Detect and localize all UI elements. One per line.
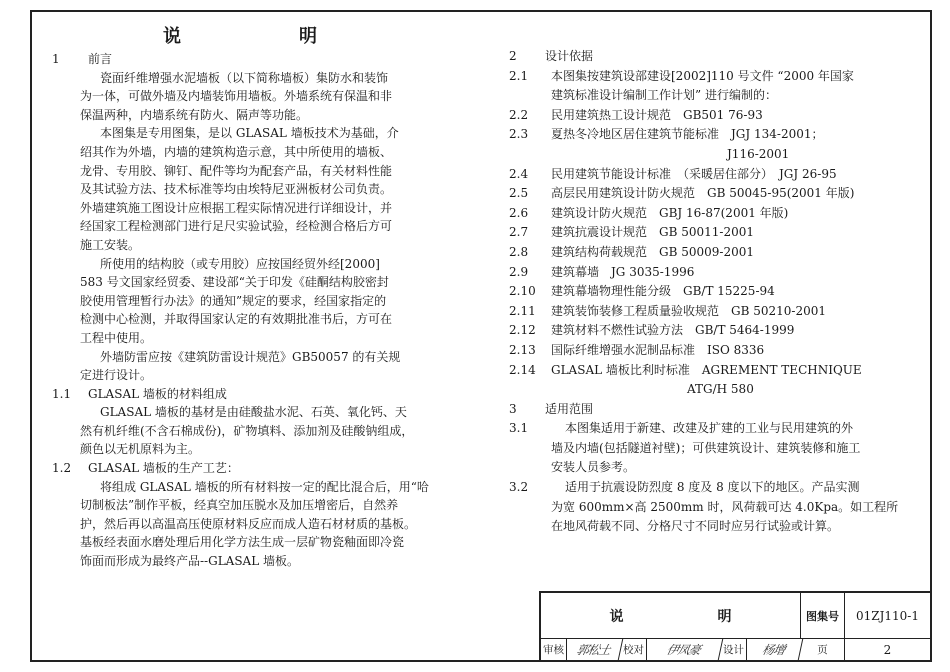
section-number: 1.2 bbox=[52, 461, 72, 476]
item-text: 建筑材料不燃性试验方法 GB/T 5464-1999 bbox=[551, 323, 795, 338]
item-text: 建筑幕墙物理性能分级 GB/T 15225-94 bbox=[551, 284, 775, 299]
section-title: 适用范围 bbox=[545, 401, 594, 416]
standard-item bbox=[509, 361, 924, 381]
text-line: 饰面而形成为最终产品--GLASAL 墙板。 bbox=[80, 554, 300, 569]
item-text: ATG/H 580 bbox=[687, 382, 754, 397]
item-text: 夏热冬冷地区居住建筑节能标准 JGJ 134-2001； bbox=[551, 127, 824, 142]
item-text: 建筑标准设计编制工作计划” 进行编制的： bbox=[551, 88, 777, 103]
paragraph-process bbox=[52, 478, 492, 571]
text-line: 瓷面纤维增强水泥墙板（以下简称墙板）集防水和装饰 bbox=[100, 70, 389, 85]
item-text: 安装人员参考。 bbox=[551, 460, 636, 475]
text-line: 绍其作为外墙，内墙的建筑构造示意，其中所使用的墙板、 bbox=[80, 144, 393, 159]
scope-item-3-1 bbox=[509, 419, 924, 439]
section-number: 3 bbox=[509, 401, 517, 416]
atlas-number-value: 01ZJ110-1 bbox=[855, 608, 919, 623]
atlas-number-label: 图集号 bbox=[801, 593, 845, 638]
section-2-heading bbox=[509, 47, 924, 67]
item-text: 墙及内墙(包括隧道衬壁)；可供建筑设计、建筑装修和施工 bbox=[551, 440, 861, 455]
item-text: 民用建筑热工设计规范 GB501 76-93 bbox=[551, 107, 763, 122]
review-signature: 郭松土 bbox=[565, 639, 623, 660]
item-number: 2.4 bbox=[509, 166, 529, 181]
standard-item bbox=[509, 67, 924, 87]
item-number: 2.1 bbox=[509, 68, 529, 83]
section-number: 2 bbox=[509, 49, 517, 63]
page-number: 2 bbox=[883, 642, 892, 657]
item-text: 本图集按建筑设部建设[2002]110 号文件 “2000 年国家 bbox=[551, 68, 854, 83]
text-line: 切制板法”制作平板，经真空加压脱水及加压增密后，自然养 bbox=[80, 498, 399, 513]
text-line: 定进行设计。 bbox=[80, 368, 153, 383]
item-number: 2.6 bbox=[509, 205, 529, 220]
item-number: 2.5 bbox=[509, 186, 529, 201]
item-text: 适用于抗震设防烈度 8 度及 8 度以下的地区。产品实测 bbox=[565, 480, 860, 495]
item-number: 3.1 bbox=[509, 421, 529, 436]
section-1-heading bbox=[52, 50, 492, 69]
standard-item bbox=[509, 263, 924, 283]
item-text: 建筑设计防火规范 GBJ 16-87(2001 年版) bbox=[551, 205, 789, 220]
item-text: 建筑结构荷载规范 GB 50009-2001 bbox=[551, 244, 754, 259]
text-line: 然有机纤维(不含石棉成份)，矿物填料、添加剂及硅酸钠组成， bbox=[80, 423, 414, 438]
standard-item bbox=[509, 125, 924, 145]
text-line: 护，然后再以高温高压使原材料反应而成人造石材材质的基板。 bbox=[80, 516, 417, 531]
paragraph-adhesive bbox=[52, 255, 492, 348]
text-line: 及其试验方法、技术标准等均由埃特尼亚洲板材公司负责。 bbox=[80, 182, 393, 197]
standard-item bbox=[509, 223, 924, 243]
text-line: 583 号文国家经贸委、建设部“关于印发《硅酮结构胶密封 bbox=[80, 275, 389, 290]
design-label: 设计 bbox=[721, 639, 747, 660]
standard-item bbox=[509, 321, 924, 341]
paragraph-materials bbox=[52, 403, 492, 459]
section-1-1-heading bbox=[52, 385, 492, 404]
text-line: 龙骨、专用胶、铆钉、配件等均为配套产品，有关材料性能 bbox=[80, 163, 393, 178]
check-signature: 伊凤豪 bbox=[645, 639, 723, 660]
text-line: GLASAL 墙板的基材是由硅酸盐水泥、石英、氧化钙、天 bbox=[100, 405, 407, 420]
text-line: 本图集是专用图集，是以 GLASAL 墙板技术为基础，介 bbox=[100, 126, 399, 141]
text-line: 所使用的结构胶（或专用胶）应按国经贸外经[2000] bbox=[100, 256, 380, 271]
text-line: 将组成 GLASAL 墙板的所有材料按一定的配比混合后，用“哈 bbox=[100, 479, 429, 494]
item-number: 2.9 bbox=[509, 264, 529, 279]
standard-item bbox=[509, 341, 924, 361]
standard-item bbox=[509, 184, 924, 204]
item-number: 2.11 bbox=[509, 303, 536, 318]
title-block-top-row bbox=[541, 593, 930, 639]
text-line: 为一体，可做外墙及内墙装饰用墙板。外墙系统有保温和非 bbox=[80, 89, 393, 104]
section-title: 前言 bbox=[88, 52, 113, 66]
item-number: 2.7 bbox=[509, 225, 529, 240]
item-text: 本图集适用于新建、改建及扩建的工业与民用建筑的外 bbox=[565, 421, 854, 436]
item-text: GLASAL 墙板比利时标准 AGREMENT TECHNIQUE bbox=[551, 362, 862, 377]
item-text: J116-2001 bbox=[727, 146, 790, 161]
title-block-bottom-row bbox=[541, 639, 930, 660]
page-label: 页 bbox=[801, 639, 845, 660]
section-3-heading bbox=[509, 400, 924, 420]
item-number: 2.10 bbox=[509, 284, 536, 299]
item-text: 建筑抗震设计规范 GB 50011-2001 bbox=[551, 225, 754, 240]
item-text: 建筑幕墙 JG 3035-1996 bbox=[551, 264, 695, 279]
standard-item bbox=[509, 282, 924, 302]
standard-item bbox=[509, 243, 924, 263]
page-title: 说 明 bbox=[163, 26, 367, 47]
item-number: 3.2 bbox=[509, 480, 529, 495]
review-label: 审核 bbox=[541, 639, 567, 660]
scope-item-3-2 bbox=[509, 478, 924, 498]
item-text: 建筑装饰装修工程质量验收规范 GB 50210-2001 bbox=[551, 303, 826, 318]
item-text: 为宽 600mm×高 2500mm 时，风荷载可达 4.0Kpa。如工程所 bbox=[551, 499, 899, 514]
item-text: 高层民用建筑设计防火规范 GB 50045-95(2001 年版) bbox=[551, 186, 855, 201]
text-line: 外墙防雷应按《建筑防雷设计规范》GB50057 的有关规 bbox=[100, 349, 401, 364]
text-line: 工程中使用。 bbox=[80, 330, 153, 345]
section-number: 1.1 bbox=[52, 386, 72, 401]
check-label: 校对 bbox=[621, 639, 647, 660]
text-line: 经国家工程检测部门进行足尺实验试验，经检测合格后方可 bbox=[80, 219, 393, 234]
right-column bbox=[509, 47, 924, 537]
item-number: 2.3 bbox=[509, 127, 529, 142]
section-1-2-heading bbox=[52, 459, 492, 478]
item-number: 2.8 bbox=[509, 244, 529, 259]
paragraph-intro bbox=[52, 69, 492, 125]
text-line: 施工安装。 bbox=[80, 237, 141, 252]
section-title: GLASAL 墙板的生产工艺： bbox=[88, 461, 239, 476]
item-number: 2.13 bbox=[509, 342, 536, 357]
standard-item bbox=[509, 106, 924, 126]
text-line: 外墙建筑施工图设计应根据工程实际情况进行详细设计，并 bbox=[80, 200, 393, 215]
title-block bbox=[539, 591, 930, 660]
item-text: 在地风荷载不同、分格尺寸不同时应另行试验或计算。 bbox=[551, 519, 840, 534]
text-line: 保温两种，内墙系统有防火、隔声等功能。 bbox=[80, 107, 309, 122]
title-block-title: 说 明 bbox=[541, 593, 801, 638]
standard-item bbox=[509, 165, 924, 185]
text-line: 基板经表面水磨处理后用化学方法生成一层矿物瓷釉面即冷瓷 bbox=[80, 535, 405, 550]
section-title: 设计依据 bbox=[545, 49, 594, 63]
design-signature: 杨增 bbox=[745, 639, 803, 660]
item-text: 国际纤维增强水泥制品标准 ISO 8336 bbox=[551, 342, 765, 357]
left-column bbox=[52, 50, 492, 571]
item-number: 2.14 bbox=[509, 362, 536, 377]
text-line: 检测中心检测，并取得国家认定的有效期批准书后，方可在 bbox=[80, 312, 393, 327]
paragraph-lightning bbox=[52, 348, 492, 385]
text-line: 胶使用管理暂行办法》的通知”规定的要求，经国家指定的 bbox=[80, 293, 387, 308]
section-title: GLASAL 墙板的材料组成 bbox=[88, 386, 227, 401]
paragraph-scope bbox=[52, 124, 492, 254]
section-number: 1 bbox=[52, 52, 60, 66]
item-number: 2.12 bbox=[509, 323, 536, 338]
standard-item bbox=[509, 204, 924, 224]
item-text: 民用建筑节能设计标准 （采暖居住部分） JGJ 26-95 bbox=[551, 166, 837, 181]
text-line: 颜色以无机原料为主。 bbox=[80, 442, 201, 457]
standard-item bbox=[509, 302, 924, 322]
item-number: 2.2 bbox=[509, 107, 529, 122]
